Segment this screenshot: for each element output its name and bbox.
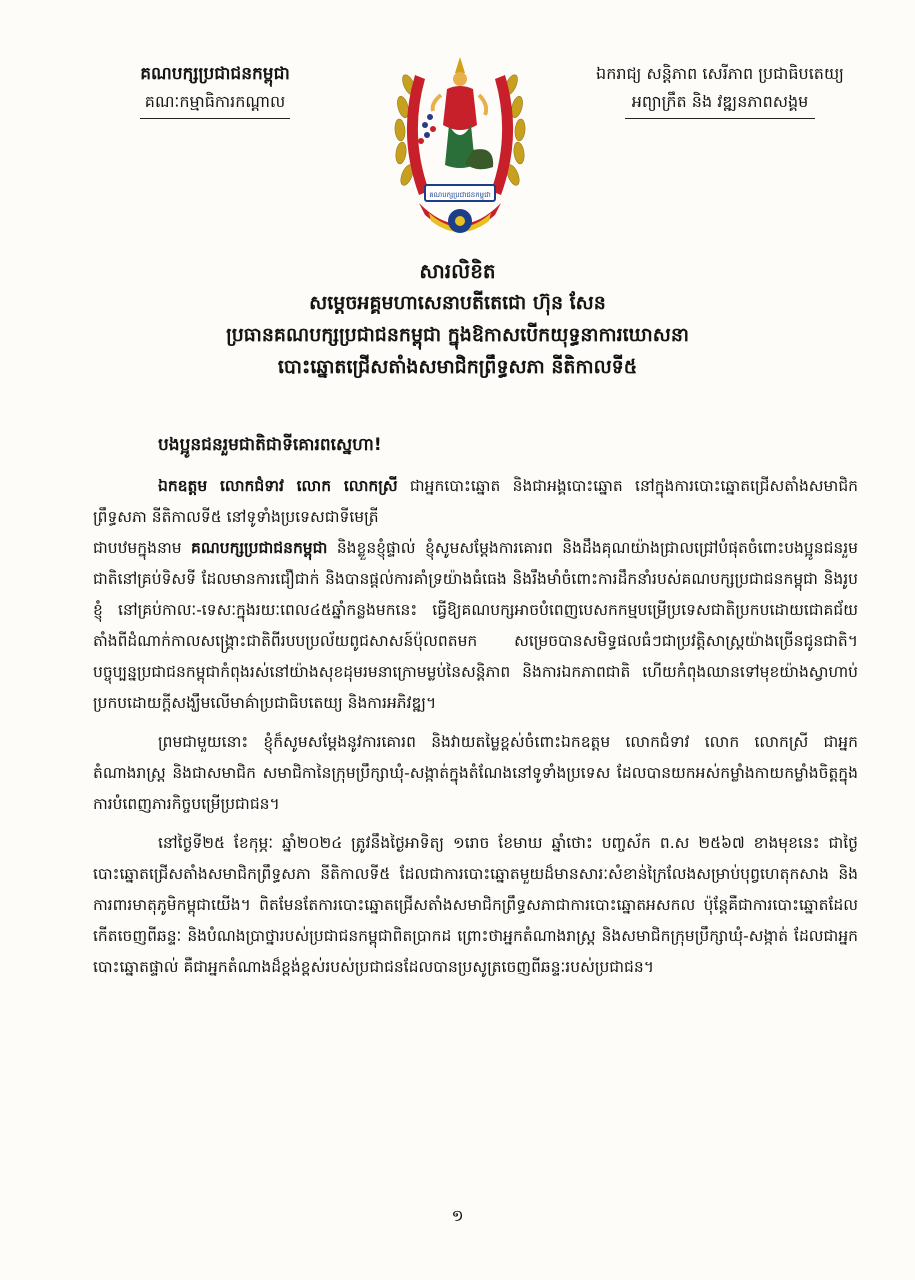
salutation-bold: ឯកឧត្តម លោកជំទាវ លោក លោកស្រី — [158, 477, 398, 495]
paragraph-2: ព្រមជាមួយនោះ ខ្ញុំក៏សូមសម្តែងនូវការគោរព និងវាយតម្លៃខ្ពស់ចំពោះឯកឧត្តម លោកជំទាវ លោក លោកស្រី ជាអ្នកតំណាងរាស្ត្រ និងជាសមាជិក សមាជិកានៃក្រុមប្រឹក្សាឃុំ-សង្កាត់ក្នុងតំណែងនៅទូទាំងប្រទេស ដែលបានយកអស់កម្លាំងកាយកម្លាំងចិត្តក្នុងការបំពេញភារកិច្ចបម្រើប្រជាជន។ — [93, 733, 858, 813]
logo-banner-text: គណបក្សប្រជាជនកម្ពុជា — [429, 191, 491, 199]
party-name: គណបក្សប្រជាជនកម្ពុជា — [140, 64, 290, 84]
committee-name: គណៈកម្មាធិការកណ្តាល — [144, 92, 286, 111]
title-line-2: សម្តេចអគ្គមហាសេនាបតីតេជោ ហ៊ុន សែន — [309, 292, 606, 314]
paragraph-1 — [93, 471, 858, 719]
header-right — [575, 60, 865, 119]
title-line-3: ប្រធានគណបក្សប្រជាជនកម្ពុជា ក្នុងឱកាសបើកយុទ្ធនាការឃោសនា — [226, 324, 689, 346]
header-right-rule — [625, 118, 815, 119]
letter-body — [93, 430, 858, 991]
greeting: បងប្អូនជនរួមជាតិជាទីគោរពស្នេហា! — [158, 435, 382, 455]
deity-figure-icon — [418, 57, 493, 169]
title-line-4: បោះឆ្នោតជ្រើសតាំងសមាជិកព្រឹទ្ធសភា នីតិកាលទី៥ — [277, 356, 638, 378]
motto-line-2: អព្យាក្រឹត និង វឌ្ឍនភាពសង្គម — [631, 92, 809, 111]
document-title: សារលិខិត — [419, 259, 496, 283]
party-name-bold: គណបក្សប្រជាជនកម្ពុជា — [191, 539, 328, 557]
paragraph-3: នៅថ្ងៃទី២៥ ខែកុម្ភៈ ឆ្នាំ២០២៤ ត្រូវនឹងថ្ងៃអាទិត្យ ១រោច ខែមាឃ ឆ្នាំថោះ បញ្ចស័ក ព.ស ២៥៦៧ ខាងមុខនេះ ជាថ្ងៃបោះឆ្នោតជ្រើសតាំងសមាជិកព្រឹទ្ធសភា នីតិកាលទី៥ ដែលជាការបោះឆ្នោតមួយដ៏មានសារៈសំខាន់ក្រៃលែងសម្រាប់បុព្វហេតុកសាង និងការពារមាតុភូមិកម្ពុជាយើង។ ពិតមែនតែការបោះឆ្នោតជ្រើសតាំងសមាជិកព្រឹទ្ធសភាជាការបោះឆ្នោតអសកល ប៉ុន្តែគឺជាការបោះឆ្នោតដែលកើតចេញពីឆន្ទៈ និងបំណងប្រាថ្នារបស់ប្រជាជនកម្ពុជាពិតប្រាកដ ព្រោះថាអ្នកតំណាងរាស្ត្រ និងសមាជិកក្រុមប្រឹក្សាឃុំ-សង្កាត់ ដែលជាអ្នកបោះឆ្នោតផ្ទាល់ គឺជាអ្នកតំណាងដ៏ខ្ពង់ខ្ពស់របស់ប្រជាជនដែលបានប្រសូត្រចេញពីឆន្ទៈរបស់ប្រជាជន។ — [93, 834, 858, 976]
party-logo — [385, 45, 535, 245]
para1-text-c: និងខ្លួនខ្ញុំផ្ទាល់ ខ្ញុំសូមសម្តែងការគោរព និងដឹងគុណយ៉ាងជ្រាលជ្រៅបំផុតចំពោះបងប្អូនជនរួមជាតិនៅគ្រប់ទិសទី ដែលមានការជឿជាក់ និងបានផ្តល់ការគាំទ្រយ៉ាងធំធេង និងរឹងមាំចំពោះការដឹកនាំរបស់គណបក្សប្រជាជនកម្ពុជា និងរូបខ្ញុំ នៅគ្រប់កាលៈ-ទេសៈក្នុងរយៈពេល៤៥ឆ្នាំកន្លងមកនេះ ធ្វើឱ្យគណបក្សអាចបំពេញបេសកកម្មបម្រើប្រទេសជាតិប្រកបដោយជោគជ័យ តាំងពីដំណាក់កាលសង្គ្រោះជាតិពីរបបប្រល័យពូជសាសន៍ប៉ុលពតមក សម្រេចបានសមិទ្ធផលធំៗជាប្រវត្តិសាស្ត្រយ៉ាងច្រើនជូនជាតិ។ បច្ចុប្បន្នប្រជាជនកម្ពុជាកំពុងរស់នៅយ៉ាងសុខដុមរមនាក្រោមម្លប់នៃសន្តិភាព និងការឯកភាពជាតិ ហើយកំពុងឈានទៅមុខយ៉ាងស្វាហាប់ប្រកបដោយក្តីសង្ឃឹមលើមាគ៌ាប្រជាធិបតេយ្យ និងការអភិវឌ្ឍ។ — [93, 539, 859, 712]
para1-text-b: ជាបឋមក្នុងនាម — [93, 539, 191, 557]
header-left — [100, 60, 330, 119]
page-number: ១ — [451, 1206, 464, 1225]
title-block — [60, 255, 855, 383]
para1-text-a: ជាអ្នកបោះឆ្នោត និងជាអង្គបោះឆ្នោត នៅក្នុងការបោះឆ្នោតជ្រើសតាំងសមាជិកព្រឹទ្ធសភា នីតិកាលទី៥ នៅទូទាំងប្រទេសជាទីមេត្រី — [93, 477, 858, 526]
motto-line-1: ឯករាជ្យ សន្តិភាព សេរីភាព ប្រជាធិបតេយ្យ — [596, 64, 844, 83]
header-left-rule — [140, 118, 290, 119]
